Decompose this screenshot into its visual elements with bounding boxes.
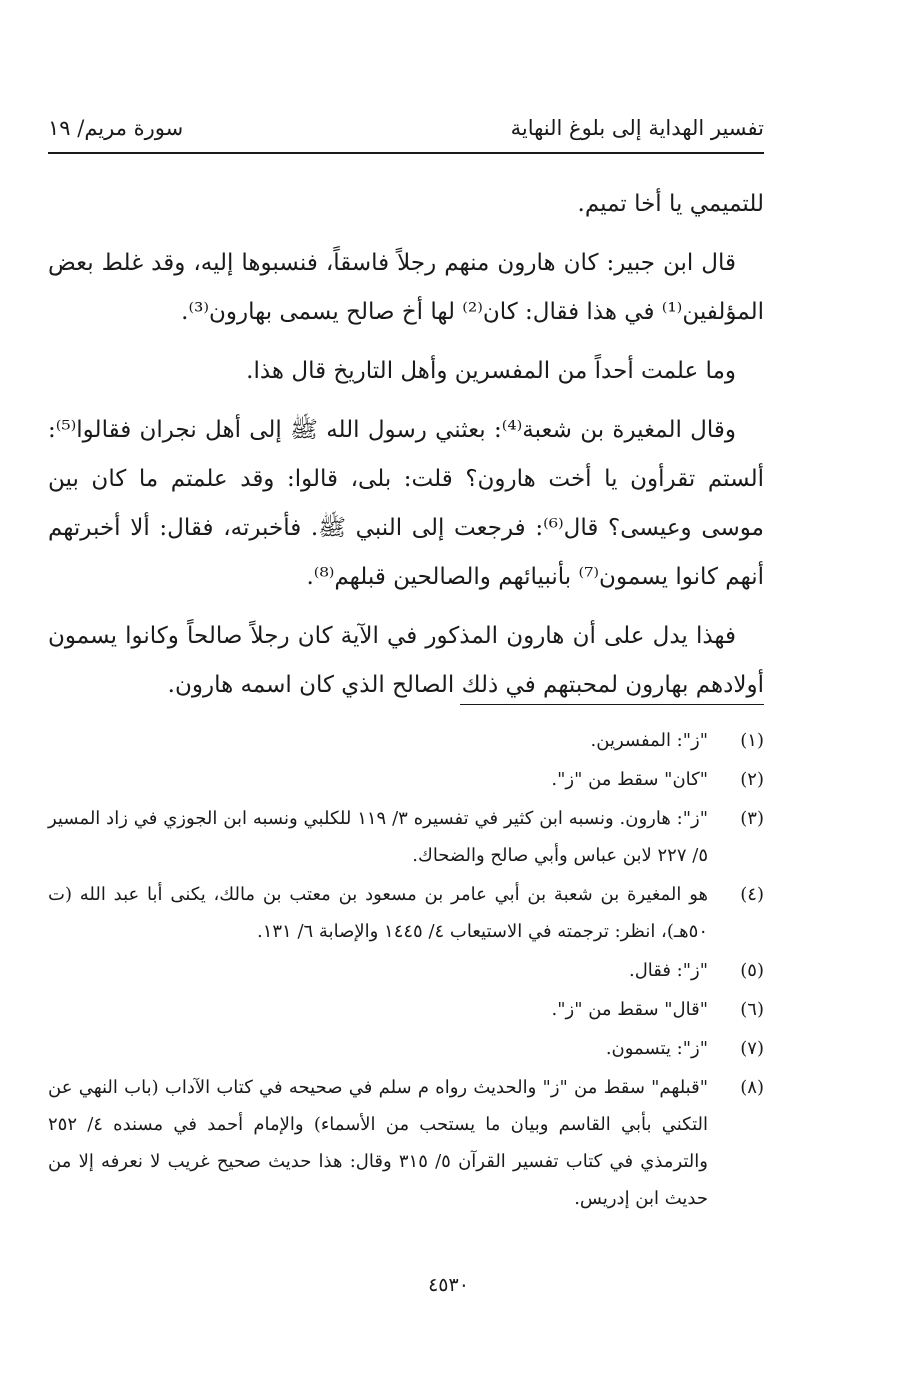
footnote-number: (١) [740,730,764,751]
footnote-number: (٣) [740,808,764,829]
paragraph: فهذا يدل على أن هارون المذكور في الآية كان رجلاً صالحاً وكانوا يسمون أولادهم بهارون لمحبتهم في ذلك الصالح الذي كان اسمه هارون. [48,623,764,698]
footnote-text: "قبلهم" سقط من "ز" والحديث رواه م سلم في صحيحه في كتاب الآداب (باب النهي عن التكني بأبي القاسم وبيان ما يستحب من الأسماء) والإمام أحمد في مسنده ٤/ ٢٥٢ والترمذي في كتاب تفسير القرآن ٥/ ٣١٥ وقال: هذا حديث صحيح غريب لا نعرفه إلا من حديث ابن إدريس. [48,1077,709,1209]
footnote-text: "ز": المفسرين. [590,730,708,751]
footnote-number: (٥) [740,960,764,981]
footnote-item [48,876,764,950]
footnote-text: "قال" سقط من "ز". [551,999,708,1020]
footnote-number: (٤) [740,884,764,905]
book-title: تفسير الهداية إلى بلوغ النهاية [510,116,764,140]
footnote-number: (٢) [740,769,764,790]
footnote-item [48,1069,764,1217]
footnote-item [48,952,764,989]
footnote-text: "كان" سقط من "ز". [551,769,708,790]
footnote-text: هو المغيرة بن شعبة بن أبي عامر بن مسعود بن معتب بن مالك، يكنى أبا عبد الله (ت ٥٠هـ)، انظر: ترجمته في الاستيعاب ٤/ ١٤٤٥ والإصابة ٦/ ١٣١. [48,884,708,942]
footnote-item [48,991,764,1028]
surah-label: سورة مريم/ ١٩ [48,116,184,140]
footnote-divider [460,704,764,705]
footnote-text: "ز": فقال. [628,960,708,981]
footnote-number: (٨) [740,1077,764,1098]
main-text [48,180,764,720]
paragraph: قال ابن جبير: كان هارون منهم رجلاً فاسقاً، فنسبوها إليه، وقد غلط بعض المؤلفين⁽¹⁾ في هذا فقال: كان⁽²⁾ لها أخ صالح يسمى بهارون⁽³⁾. [48,250,764,325]
footnotes [48,722,764,1219]
paragraph: وقال المغيرة بن شعبة⁽⁴⁾: بعثني رسول الله ﷺ إلى أهل نجران فقالوا⁽⁵⁾: ألستم تقرأون يا أخت هارون؟ قلت: بلى، قالوا: وقد علمتم ما كان بين موسى وعيسى؟ قال⁽⁶⁾: فرجعت إلى النبي ﷺ. فأخبرته، فقال: ألا أخبرتهم أنهم كانوا يسمون⁽⁷⁾ بأنبيائهم والصالحين قبلهم⁽⁸⁾. [48,417,764,590]
footnote-text: "ز": هارون. ونسبه ابن كثير في تفسيره ٣/ ١١٩ للكلبي ونسبه ابن الجوزي في زاد المسير ٥/ ٢٢٧ لابن عباس وأبي صالح والضحاك. [48,808,708,866]
footnote-item [48,722,764,759]
footnote-number: (٧) [740,1038,764,1059]
footnote-number: (٦) [740,999,764,1020]
footnote-item [48,1030,764,1067]
footnote-item [48,800,764,874]
footnote-text: "ز": يتسمون. [605,1038,708,1059]
footnote-item [48,761,764,798]
running-header [48,110,764,154]
paragraph: وما علمت أحداً من المفسرين وأهل التاريخ قال هذا. [246,358,736,384]
page-number: ٤٥٣٠ [428,1274,469,1296]
paragraph: للتميمي يا أخا تميم. [577,191,764,217]
